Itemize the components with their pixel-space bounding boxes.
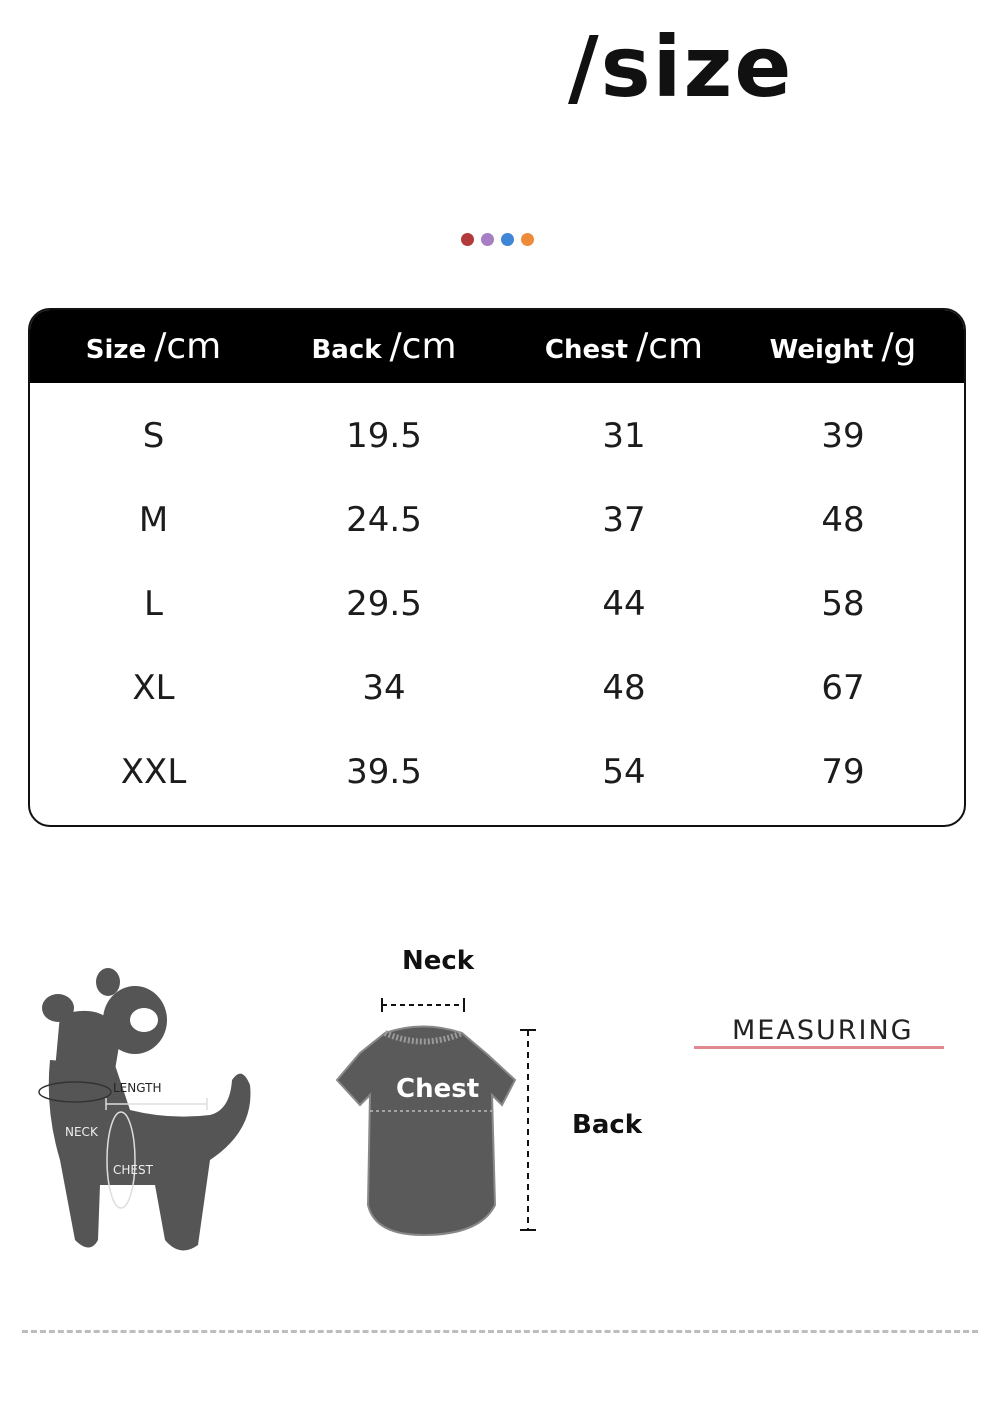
cell-chest: 44 [602, 584, 646, 624]
cell-back: 24.5 [346, 500, 422, 540]
size-table [28, 308, 966, 827]
cell-weight: 39 [821, 416, 865, 456]
measurement-illustrations [0, 940, 1000, 1260]
decorative-dots [461, 233, 534, 246]
header-label: Back [311, 335, 382, 365]
table-row [30, 562, 964, 646]
header-chest [491, 326, 757, 367]
table-header [30, 310, 964, 383]
dot-orange [521, 233, 534, 246]
header-label: Chest [544, 335, 629, 365]
measuring-underline [694, 1046, 944, 1049]
cell-weight: 79 [821, 752, 865, 792]
dot-blue [501, 233, 514, 246]
cell-size: XXL [120, 752, 187, 792]
header-unit: /cm [389, 326, 457, 367]
dot-purple [481, 233, 494, 246]
dot-red [461, 233, 474, 246]
header-unit: /cm [636, 326, 704, 367]
header-label: Weight [769, 335, 874, 365]
table-row [30, 646, 964, 730]
header-back [277, 326, 491, 367]
cell-back: 34 [362, 668, 406, 708]
cell-chest: 37 [602, 500, 646, 540]
header-label: Size [85, 335, 147, 365]
cell-size: XL [132, 668, 175, 708]
header-unit: /cm [154, 326, 222, 367]
table-row [30, 478, 964, 562]
dog-label-length: LENGTH [113, 1081, 162, 1095]
cell-weight: 48 [821, 500, 865, 540]
cell-chest: 31 [602, 416, 646, 456]
dog-label-chest: CHEST [113, 1163, 153, 1177]
cell-back: 39.5 [346, 752, 422, 792]
shirt-label-neck: Neck [402, 946, 475, 976]
dog-illustration [20, 960, 290, 1260]
cell-chest: 48 [602, 668, 646, 708]
cell-chest: 54 [602, 752, 646, 792]
cell-size: S [142, 416, 165, 456]
cell-size: M [138, 500, 169, 540]
cell-weight: 58 [821, 584, 865, 624]
table-row [30, 730, 964, 814]
dashed-divider [22, 1330, 978, 1333]
shirt-label-back: Back [572, 1110, 643, 1140]
header-unit: /g [881, 326, 917, 367]
header-weight [757, 326, 929, 367]
cell-back: 29.5 [346, 584, 422, 624]
shirt-label-chest: Chest [396, 1074, 480, 1104]
cell-back: 19.5 [346, 416, 422, 456]
dog-label-neck: NECK [65, 1125, 98, 1139]
table-row [30, 394, 964, 478]
header-size [30, 326, 277, 367]
cell-size: L [144, 584, 163, 624]
shirt-illustration [330, 995, 550, 1255]
measuring-heading: MEASURING [732, 1015, 914, 1046]
cell-weight: 67 [821, 668, 865, 708]
table-body [30, 383, 964, 814]
page-title: /size [568, 18, 794, 116]
